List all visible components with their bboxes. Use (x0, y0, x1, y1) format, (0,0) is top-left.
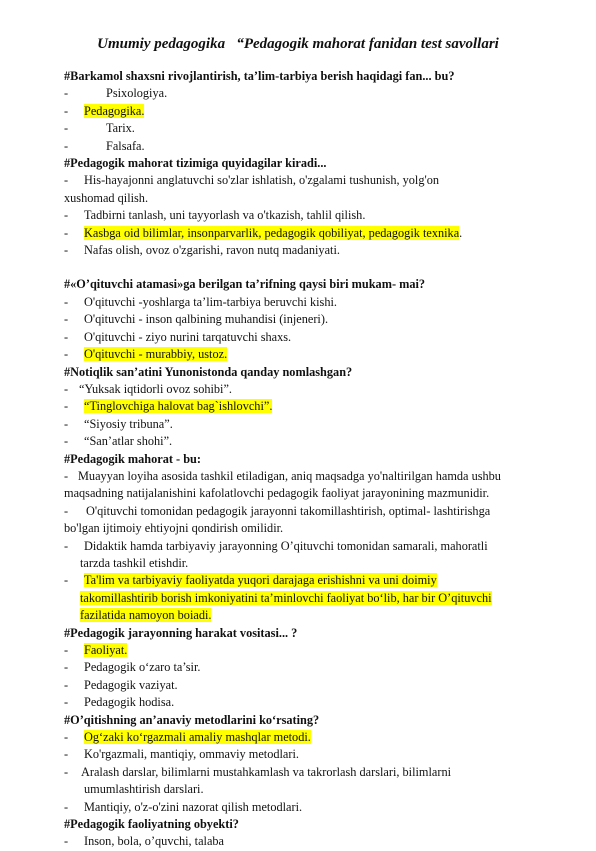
dash-marker: - (64, 173, 69, 188)
answer-option (64, 694, 564, 711)
correct-answer-option (64, 729, 564, 746)
correct-answer-option (64, 572, 564, 589)
answer-option (64, 85, 564, 102)
answer-text: Psixologiya. (106, 86, 168, 101)
dash-marker: - (64, 643, 69, 657)
question-heading: #Pedagogik jarayonning harakat vositasi... ? (64, 625, 298, 640)
answer-text: Tadbirni tanlash, uni tayyorlash va o'tkazish, tahlil qilish. (84, 208, 366, 223)
answer-text: Nafas olish, ovoz o'zgarishi, ravon nutq madaniyati. (84, 243, 340, 258)
answer-text: “San’atlar shohi”. (84, 434, 173, 449)
dash-marker: - (64, 747, 69, 762)
answer-tail: . (459, 225, 463, 240)
dash-marker: - (64, 434, 69, 449)
dash-marker: - (64, 764, 69, 779)
answer-option (64, 764, 564, 781)
answer-continuation (64, 781, 564, 798)
answer-text: takomillashtirib borish imkoniyatini ta’minlovchi faoliyat bo‘lib, har bir O’qituvchi (80, 590, 492, 605)
dash-marker: - (64, 834, 69, 849)
answer-text: O'qituvchi - ziyo nurini tarqatuvchi shaxs. (84, 329, 292, 344)
dash-marker: - (64, 538, 69, 553)
dash-marker: - (64, 312, 69, 327)
dash-marker: - (64, 503, 69, 518)
dash-marker: - (64, 208, 69, 223)
dash-marker: - (64, 730, 69, 745)
question-heading: #«O’qituvchi atamasi»ga berilgan ta’rifning qaysi biri mukam- mai? (64, 277, 426, 292)
answer-option (64, 468, 564, 485)
question-heading: #Barkamol shaxsni rivojlantirish, ta’lim-tarbiya berish haqidagi fan... bu? (64, 69, 455, 83)
answer-text: O'qituvchi -yoshlarga ta’lim-tarbiya beruvchi kishi. (84, 294, 337, 309)
answer-text: tarzda tashkil etishdir. (80, 555, 189, 570)
correct-answer-option (64, 103, 564, 120)
answer-option (64, 433, 564, 450)
answer-option (64, 120, 564, 137)
dash-marker: - (64, 677, 69, 692)
dash-marker: - (64, 573, 69, 588)
answer-text: Pedagogik vaziyat. (84, 677, 178, 692)
answer-option (64, 329, 564, 346)
answer-text: O'qituvchi - inson qalbining muhandisi (injeneri). (84, 312, 329, 327)
answer-continuation (64, 555, 564, 572)
answer-text: Og‘zaki ko‘rgazmali amaliy mashqlar metodi. (84, 730, 311, 745)
blank-line (64, 259, 564, 276)
dash-marker: - (64, 225, 69, 240)
answer-text: fazilatida namoyon boiadi. (80, 608, 212, 623)
answer-text: Mantiqiy, o'z-o'zini nazorat qilish metodlari. (84, 799, 303, 814)
dash-marker: - (64, 416, 69, 431)
dash-marker: - (64, 347, 69, 362)
answer-text: “Yuksak iqtidorli ovoz sohibi”. (79, 381, 233, 396)
dash-marker: - (64, 399, 69, 414)
answer-text: “Siyosiy tribuna”. (84, 416, 173, 431)
answer-wrapped-line: bo'lgan ijtimoiy ehtiyojni qondirish omilidir. (64, 521, 284, 536)
answer-option (64, 746, 564, 763)
answer-option (64, 503, 564, 520)
answer-option (64, 677, 564, 694)
answer-text: Pedagogik hodisa. (84, 695, 175, 710)
answer-text: Ta'lim va tarbiyaviy faoliyatda yuqori darajaga erishishni va uni doimiy (84, 573, 437, 588)
answer-text: Inson, bola, o’quvchi, talaba (84, 834, 225, 849)
answer-option (64, 207, 564, 224)
answer-text: “Tinglovchiga halovat bag`ishlovchi”. (84, 399, 273, 414)
dash-marker: - (64, 799, 69, 814)
correct-answer-option (64, 346, 564, 363)
answer-text: O'qituvchi tomonidan pedagogik jarayonni takomillashtirish, optimal- lashtirishga (86, 503, 491, 518)
document-title: Umumiy pedagogika “Pedagogik mahorat fanidan test savollari (97, 36, 499, 52)
answer-text: O'qituvchi - murabbiy, ustoz. (84, 347, 228, 362)
answer-text: His-hayajonni anglatuvchi so'zlar ishlatish, o'zgalami tushunish, yolg'on (84, 173, 440, 188)
answer-text: Pedagogika. (84, 103, 145, 118)
dash-marker: - (64, 121, 69, 136)
question-heading: #Pedagogik faoliyatning obyekti? (64, 817, 239, 832)
answer-option (64, 381, 564, 398)
answer-option (64, 242, 564, 259)
dash-marker: - (64, 103, 69, 118)
question-heading: #Pedagogik mahorat tizimiga quyidagilar kiradi... (64, 156, 327, 171)
answer-text: umumlashtirish darslari. (84, 782, 204, 797)
answer-text: Muayyan loyiha asosida tashkil etiladigan, aniq maqsadga yo'naltirilgan hamda ushbu (78, 468, 501, 483)
dash-marker: - (64, 86, 69, 101)
answer-option (64, 538, 564, 555)
correct-answer-option (64, 398, 564, 415)
dash-marker: - (64, 138, 69, 153)
correct-answer-option (64, 225, 564, 242)
answer-text: Faoliyat. (84, 643, 128, 657)
answer-continuation (64, 590, 564, 607)
answer-text: Didaktik hamda tarbiyaviy jarayonning O’qituvchi tomonidan samarali, mahoratli (84, 538, 488, 553)
dash-marker: - (64, 329, 69, 344)
answer-continuation (64, 607, 564, 624)
answer-wrapped-line: maqsadning natijalanishini kafolatlovchi pedagogik faoliyat jarayonining mazmunidir. (64, 486, 490, 501)
test-questions-body (64, 68, 564, 851)
answer-text: Kasbga oid bilimlar, insonparvarlik, pedagogik qobiliyat, pedagogik texnika (84, 225, 460, 240)
answer-option (64, 799, 564, 816)
dash-marker: - (64, 468, 69, 483)
answer-option (64, 138, 564, 155)
question-heading: #O’qitishning an’anaviy metodlarini ko‘rsating? (64, 712, 320, 727)
answer-text: Aralash darslar, bilimlarni mustahkamlash va takrorlash darslari, bilimlarni (81, 764, 452, 779)
answer-option (64, 294, 564, 311)
dash-marker: - (64, 660, 69, 675)
answer-option (64, 311, 564, 328)
dash-marker: - (64, 243, 69, 258)
answer-text: Tarix. (106, 121, 135, 136)
answer-option (64, 172, 564, 189)
answer-option (64, 659, 564, 676)
answer-text: Ko'rgazmali, mantiqiy, ommaviy metodlari. (84, 747, 299, 762)
dash-marker: - (64, 381, 69, 396)
question-heading: #Notiqlik san’atini Yunonistonda qanday nomlashgan? (64, 364, 353, 379)
dash-marker: - (64, 695, 69, 710)
correct-answer-option (64, 642, 564, 659)
answer-option (64, 416, 564, 433)
answer-wrapped-line: xushomad qilish. (64, 190, 149, 205)
dash-marker: - (64, 294, 69, 309)
answer-text: Falsafa. (106, 138, 145, 153)
answer-option (64, 833, 564, 850)
answer-text: Pedagogik o‘zaro ta’sir. (84, 660, 201, 675)
question-heading: #Pedagogik mahorat - bu: (64, 451, 201, 466)
